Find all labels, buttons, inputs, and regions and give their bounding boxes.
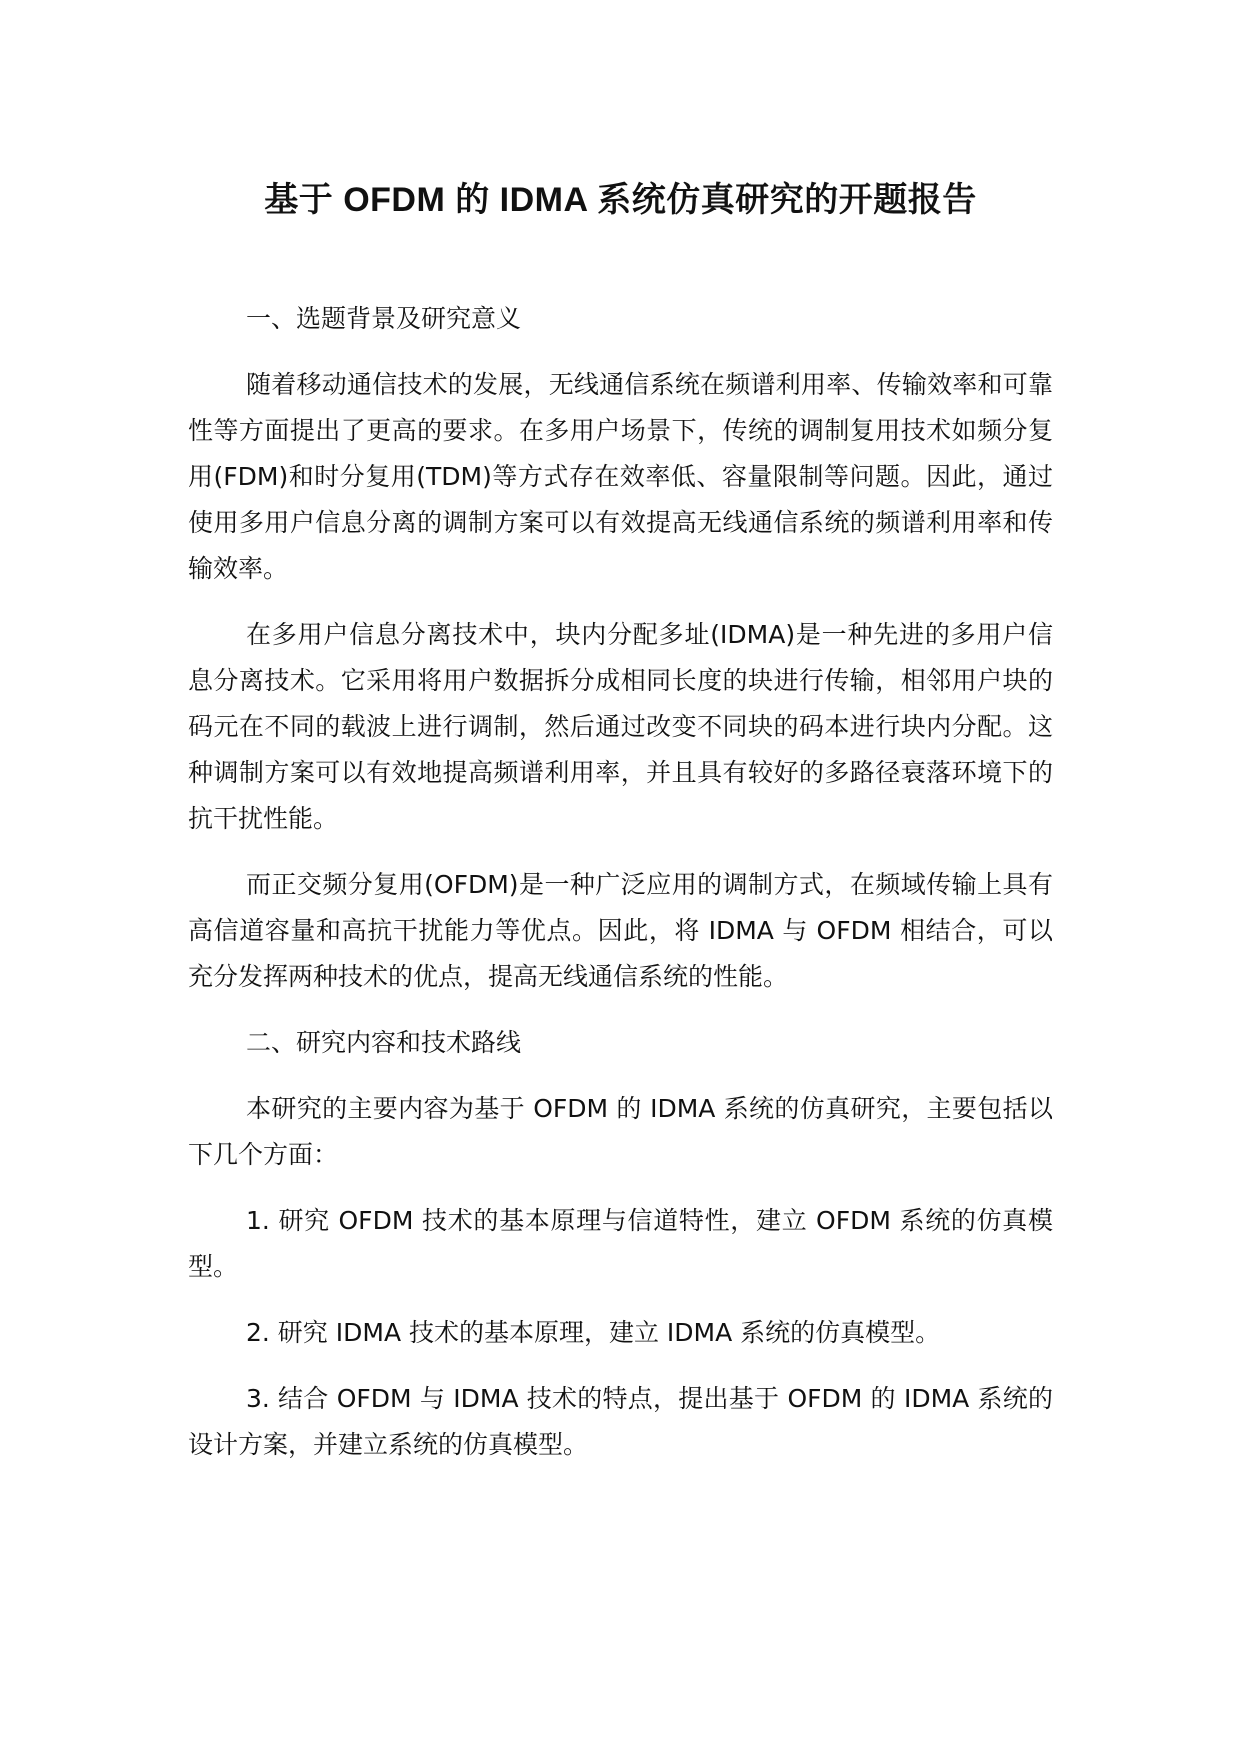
paragraph-research-content-intro: 本研究的主要内容为基于 OFDM 的 IDMA 系统的仿真研究，主要包括以下几个方面：: [188, 1094, 1053, 1169]
list-item-3: 3. 结合 OFDM 与 IDMA 技术的特点，提出基于 OFDM 的 IDMA 系统的设计方案，并建立系统的仿真模型。: [188, 1384, 1053, 1459]
section-heading-background: 一、选题背景及研究意义: [246, 304, 522, 333]
document-title: 基于 OFDM 的 IDMA 系统仿真研究的开题报告: [264, 181, 977, 219]
section-heading-research-content: 二、研究内容和技术路线: [246, 1028, 522, 1057]
paragraph-idma-description: 在多用户信息分离技术中，块内分配多址(IDMA)是一种先进的多用户信息分离技术。它采用将用户数据拆分成相同长度的块进行传输，相邻用户块的码元在不同的载波上进行调制，然后通过改变不同块的码本进行块内分配。这种调制方案可以有效地提高频谱利用率，并且具有较好的多路径衰落环境下的抗干扰性能。: [188, 620, 1053, 833]
document-body: [188, 296, 1053, 1488]
list-item-2: 2. 研究 IDMA 技术的基本原理，建立 IDMA 系统的仿真模型。: [246, 1318, 941, 1347]
paragraph-ofdm-description: 而正交频分复用(OFDM)是一种广泛应用的调制方式，在频域传输上具有高信道容量和高抗干扰能力等优点。因此，将 IDMA 与 OFDM 相结合，可以充分发挥两种技术的优点，提高无线通信系统的性能。: [188, 870, 1053, 991]
list-item-1: 1. 研究 OFDM 技术的基本原理与信道特性，建立 OFDM 系统的仿真模型。: [188, 1206, 1053, 1281]
paragraph-background-intro: 随着移动通信技术的发展，无线通信系统在频谱利用率、传输效率和可靠性等方面提出了更高的要求。在多用户场景下，传统的调制复用技术如频分复用(FDM)和时分复用(TDM)等方式存在效率低、容量限制等问题。因此，通过使用多用户信息分离的调制方案可以有效提高无线通信系统的频谱利用率和传输效率。: [188, 370, 1053, 583]
